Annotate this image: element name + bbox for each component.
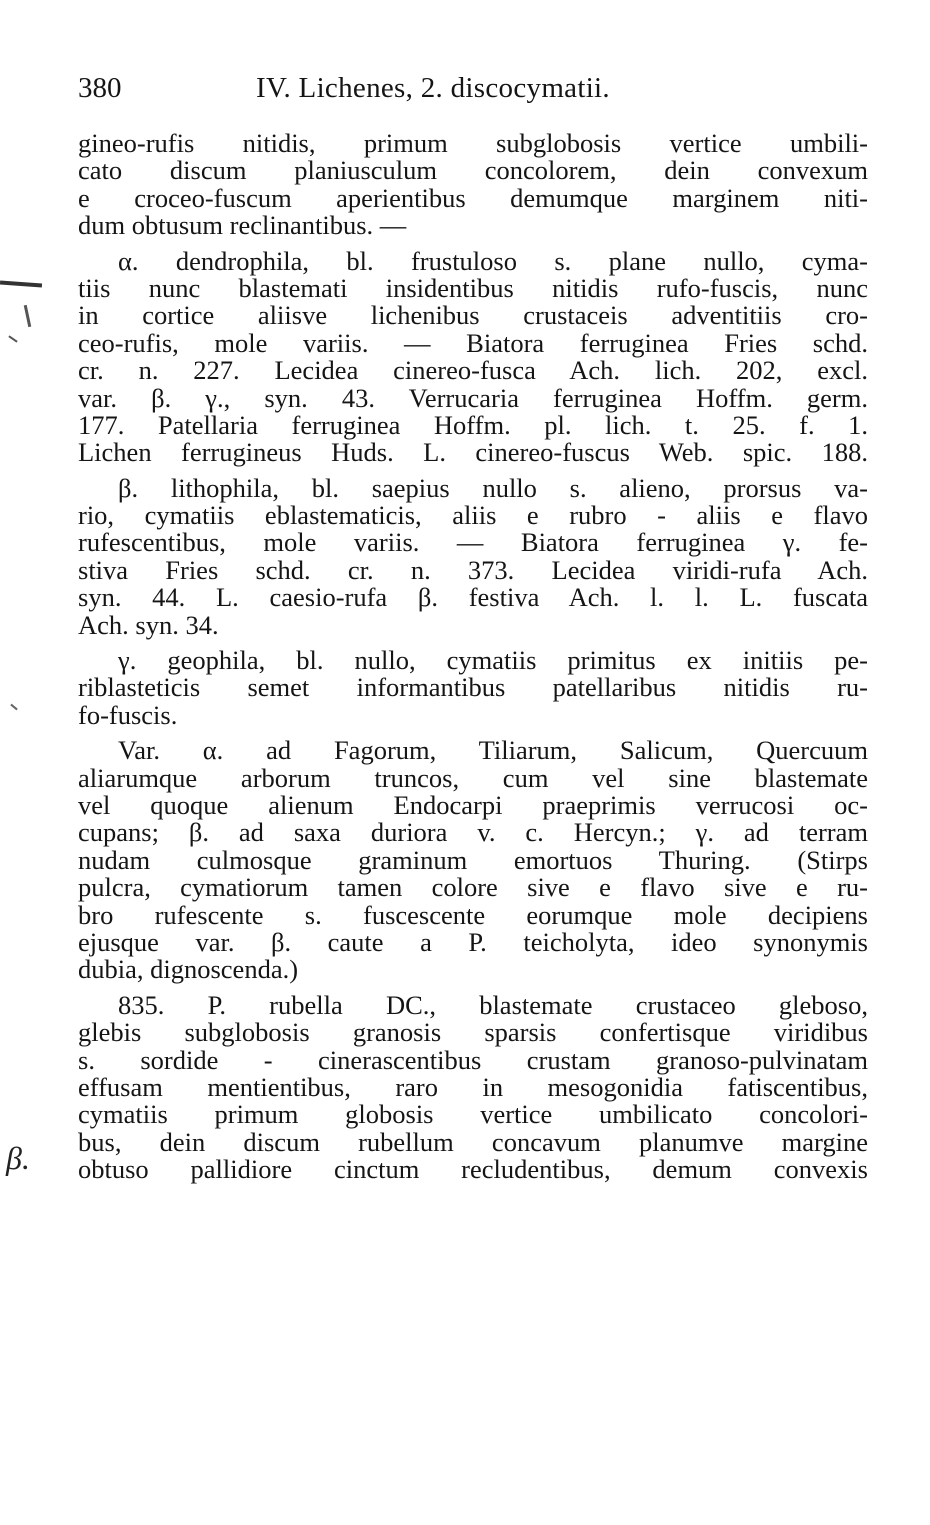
- text-line: Ach. syn. 34.: [78, 609, 219, 640]
- body-text: [78, 130, 868, 1183]
- text-line: rio, cymatiis eblastematicis, aliis e rubro - aliis e flavo: [78, 500, 868, 531]
- text-line: rufescentibus, mole variis. — Biatora ferruginea γ. fe-: [78, 527, 868, 558]
- text-line: gineo-rufis nitidis, primum subglobosis vertice umbili-: [78, 128, 868, 158]
- text-line: ceo-rufis, mole variis. — Biatora ferruginea Fries schd.: [78, 327, 868, 358]
- text-line: pulcra, cymatiorum tamen colore sive e flavo sive e ru-: [78, 872, 868, 903]
- margin-annotation: β.: [6, 1140, 30, 1176]
- text-line: cupans; β. ad saxa duriora v. c. Hercyn.; γ. ad terram: [78, 817, 868, 848]
- text-line: dubia, dignoscenda.): [78, 954, 299, 985]
- text-line: effusam mentientibus, raro in mesogonidia fatiscentibus,: [78, 1071, 868, 1102]
- text-line: α. dendrophila, bl. frustuloso s. plane nullo, cyma-: [118, 245, 868, 276]
- text-line: in cortice aliisve lichenibus crustaceis adventitiis cro-: [78, 300, 868, 331]
- text-line: e croceo-fuscum aperientibus demumque marginem niti-: [78, 182, 868, 213]
- text-line: β. lithophila, bl. saepius nullo s. alieno, prorsus va-: [118, 472, 868, 503]
- text-line: bro rufescente s. fuscescente eorumque mole decipiens: [78, 899, 868, 930]
- text-line: fo-fuscis.: [78, 699, 178, 730]
- text-line: cato discum planiusculum concolorem, dein convexum: [78, 155, 868, 186]
- running-head: IV. Lichenes, 2. discocymatii.: [256, 72, 610, 104]
- text-line: Var. α. ad Fagorum, Tiliarum, Salicum, Quercuum: [118, 735, 868, 766]
- text-line: s. sordide - cinerascentibus crustam granoso-pulvinatam: [78, 1044, 868, 1075]
- text-line: syn. 44. L. caesio-rufa β. festiva Ach. l. l. L. fuscata: [78, 582, 868, 613]
- text-line: riblasteticis semet informantibus patellaribus nitidis ru-: [78, 672, 868, 703]
- margin-mark: [8, 335, 17, 342]
- text-line: obtuso pallidiore cinctum recludentibus, demum convexis: [78, 1154, 868, 1185]
- text-line: cr. n. 227. Lecidea cinereo-fusca Ach. lich. 202, excl.: [78, 355, 868, 386]
- text-line: γ. geophila, bl. nullo, cymatiis primitus ex initiis pe-: [118, 645, 868, 676]
- text-line: dum obtusum reclinantibus. —: [78, 210, 407, 241]
- text-line: glebis subglobosis granosis sparsis confertisque viridibus: [78, 1017, 868, 1048]
- text-line: bus, dein discum rubellum concavum planumve margine: [78, 1126, 868, 1157]
- text-line: ejusque var. β. caute a P. teicholyta, ideo synonymis: [78, 926, 868, 957]
- text-line: 177. Patellaria ferruginea Hoffm. pl. lich. t. 25. f. 1.: [78, 409, 868, 440]
- text-line: tiis nunc blastemati insidentibus nitidis rufo-fuscis, nunc: [78, 272, 868, 303]
- text-line: stiva Fries schd. cr. n. 373. Lecidea viridi-rufa Ach.: [78, 554, 868, 585]
- margin-mark: [24, 305, 32, 327]
- margin-mark: [10, 704, 17, 711]
- page-header: [78, 72, 868, 112]
- text-line: Lichen ferrugineus Huds. L. cinereo-fuscus Web. spic. 188.: [78, 437, 868, 468]
- text-line: nudam culmosque graminum emortuos Thuring. (Stirps: [78, 844, 868, 875]
- page-number: 380: [78, 72, 122, 104]
- margin-mark: [0, 281, 42, 288]
- text-line: var. β. γ., syn. 43. Verrucaria ferruginea Hoffm. germ.: [78, 382, 868, 413]
- text-line: cymatiis primum globosis vertice umbilicato concolori-: [78, 1099, 868, 1130]
- text-line: 835. P. rubella DC., blastemate crustaceo gleboso,: [118, 989, 868, 1020]
- text-line: vel quoque alienum Endocarpi praeprimis verrucosi oc-: [78, 789, 868, 820]
- text-line: aliarumque arborum truncos, cum vel sine blastemate: [78, 762, 868, 793]
